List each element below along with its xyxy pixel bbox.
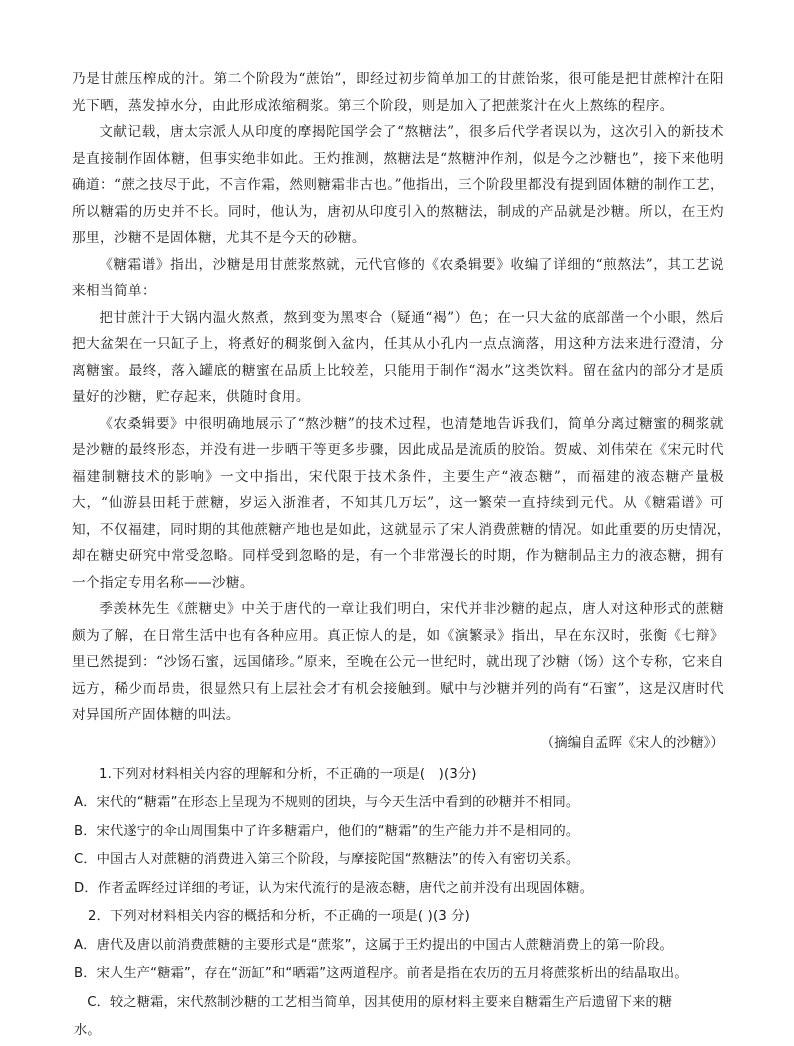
question-1-option-b: B．宋代遂宁的伞山周围集中了许多糖霜户，他们的“糖霜”的生产能力并不是相同的。 <box>74 823 580 839</box>
questions-section <box>72 761 724 1046</box>
passage-source: （摘编自孟晖《宋人的沙糖》） <box>540 734 724 751</box>
question-2-stem: 2．下列对材料相关内容的概括和分析，不正确的一项是( )(3 分) <box>88 909 471 924</box>
passage-paragraph-3: 《糖霜谱》指出，沙糖是用甘蔗浆熬就，元代官修的《农桑辑要》收编了详细的“煎熬法”，其工艺说来相当简单： <box>72 256 724 299</box>
passage-paragraph-1: 乃是甘蔗压榨成的汁。第二个阶段为“蔗饴”，即经过初步简单加工的甘蔗饴浆，很可能是把甘蔗榨汁在阳光下晒，蒸发掉水分，由此形成浓缩稠浆。第三个阶段，则是加入了把蔗浆汁在火上熬练的程序。 <box>72 71 724 114</box>
question-1-option-c: C．中国古人对蔗糖的消费进入第三个阶段，与摩接陀国“熬糖法”的传入有密切关系。 <box>74 852 580 867</box>
passage-paragraph-6: 季羡林先生《蔗糖史》中关于唐代的一章让我们明白，宋代并非沙糖的起点，唐人对这种形式的蔗糖颇为了解，在日常生活中也有各种应用。真正惊人的是，如《演繁录》指出，早在东汉时，张衡《七辩》里已然提到：“沙饧石蜜，远国储珍。”原来，至晚在公元一世纪时，就出现了沙糖（饧）这个专称，它来自远方，稀少而昂贵，很显然只有上层社会才有机会接触到。赋中与沙糖并列的尚有“石蜜”，这是汉唐时代对异国所产固体糖的叫法。 <box>72 601 724 723</box>
question-2-option-b: B．宋人生产“糖霜”，存在“沥缸”和“晒霜”这两道程序。前者是指在农历的五月将蔗浆析出的结晶取出。 <box>74 966 688 981</box>
question-1-stem: 1.下列对材料相关内容的理解和分析，不正确的一项是( )(3分) <box>99 766 477 782</box>
question-2-option-a: A．唐代及唐以前消费蔗糖的主要形式是“蔗浆”，这属于王灼提出的中国古人蔗糖消费上的第一阶段。 <box>74 937 673 953</box>
exam-page <box>72 66 752 1046</box>
passage-paragraph-4: 把甘蔗汁于大锅内温火熬煮，熬到变为黑枣合（疑通“褐”）色；在一只大盆的底部凿一个小眼，然后把大盆架在一只缸子上，将煮好的稠浆倒入盆内，任其从小孔内一点点滴落，用这种方法来进行澄清，分离糖蜜。最终，落入罐底的糖蜜在品质上比较差，只能用于制作“渴水”这类饮料。留在盆内的部分才是质量好的沙糖，贮存起来，供随时食用。 <box>72 309 724 405</box>
question-1-option-d: D．作者孟晖经过详细的考证，认为宋代流行的是液态糖，唐代之前并没有出现固体糖。 <box>74 880 594 896</box>
question-1-option-a: A．宋代的“糖霜”在形态上呈现为不规则的团块，与今天生活中看到的砂糖并不相同。 <box>74 795 580 810</box>
question-2-option-c: C．较之糖霜，宋代熬制沙糖的工艺相当简单，因其使用的原材料主要来自糖霜生产后遗留下来的糖 <box>87 994 673 1010</box>
question-2-option-c-continued: 水。 <box>74 1023 101 1038</box>
passage-paragraph-2: 文献记载，唐太宗派人从印度的摩揭陀国学会了“熬糖法”，很多后代学者误以为，这次引入的新技术是直接制作固体糖，但事实绝非如此。王灼推测，熬糖法是“熬糖沖作剂，似是今之沙糖也”，接下来他明确道：“蔗之技尽于此，不言作霜，然则糖霜非古也。”他指出，三个阶段里都没有提到固体糖的制作工艺，所以糖霜的历史并不长。同时，他认为，唐初从印度引入的熬糖法，制成的产品就是沙糖。所以，在王灼那里，沙糖不是固体糖，尤其不是今天的砂糖。 <box>72 124 724 246</box>
passage-paragraph-5: 《农桑辑要》中很明确地展示了“熬沙糖”的技术过程，也清楚地告诉我们，简单分离过糖蜜的稠浆就是沙糖的最终形态，并没有进一步晒干等更多步骤，因此成品是流质的胶饴。贺威、刘伟荣在《宋元时代福建制糖技术的影响》一文中指出，宋代限于技术条件，主要生产“液态糖”，而福建的液态糖产量极大，“仙游县田耗于蔗糖，岁运入浙淮者，不知其几万坛”，这一繁荣一直持续到元代。从《糖霜谱》可知，不仅福建，同时期的其他蔗糖产地也是如此，这就显示了宋人消费蔗糖的情况。如此重要的历史情况， 却在糖史研究中常受忽略。同样受到忽略的是，有一个非常漫长的时期，作为糖制品主力的液态糖，拥有一个指定专用名称——沙糖。 <box>72 415 752 591</box>
